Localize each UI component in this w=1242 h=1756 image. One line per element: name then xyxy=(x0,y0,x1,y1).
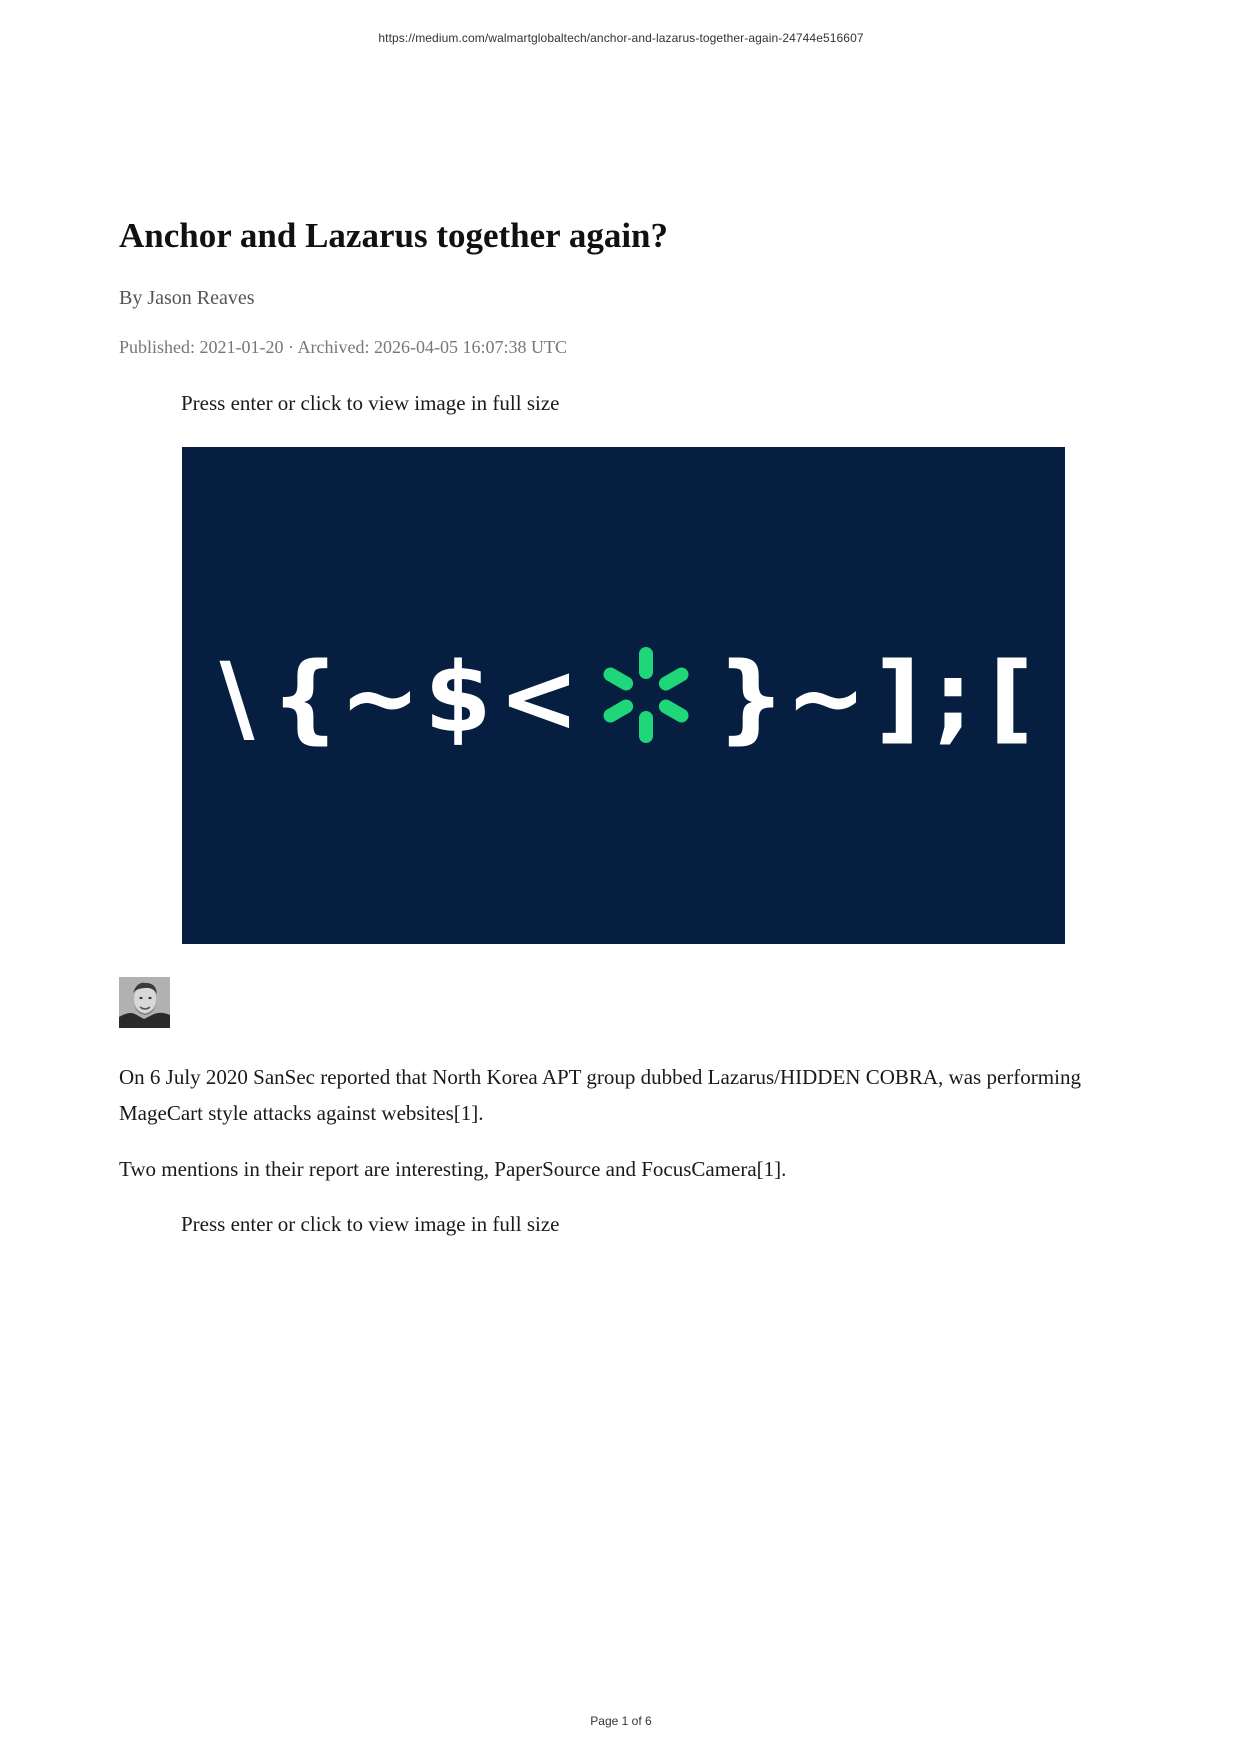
banner-glyph: $ xyxy=(424,642,492,754)
page-number-footer: Page 1 of 6 xyxy=(590,1714,652,1728)
article-title: Anchor and Lazarus together again? xyxy=(119,216,669,255)
banner-glyph: ; xyxy=(933,642,973,754)
banner-glyph: [ xyxy=(989,642,1033,754)
author-avatar-icon[interactable] xyxy=(119,977,170,1028)
banner-glyph: } xyxy=(716,642,786,754)
banner-glyph: ] xyxy=(876,642,920,754)
image-caption-hint[interactable]: Press enter or click to view image in full size xyxy=(181,1212,560,1236)
page-url-header: https://medium.com/walmartglobaltech/anchor-and-lazarus-together-again-24744e516607 xyxy=(378,31,864,45)
banner-glyph: < xyxy=(498,642,580,754)
banner-glyph: { xyxy=(270,642,340,754)
article-paragraph: On 6 July 2020 SanSec reported that North Korea APT group dubbed Lazarus/HIDDEN COBRA, was performing MageCart style attacks against websites[1]. xyxy=(119,1065,1081,1125)
hero-image[interactable] xyxy=(182,447,1065,944)
article-paragraph: Two mentions in their report are interesting, PaperSource and FocusCamera[1]. xyxy=(119,1157,787,1181)
article-publish-meta: Published: 2021-01-20 · Archived: 2026-04-05 16:07:38 UTC xyxy=(119,337,567,357)
banner-glyph: \ xyxy=(219,642,255,754)
image-caption-hint[interactable]: Press enter or click to view image in full size xyxy=(181,391,560,415)
article-byline[interactable]: By Jason Reaves xyxy=(119,287,255,309)
walmart-code-banner-graphic xyxy=(182,447,1065,944)
banner-glyph: ~ xyxy=(785,642,867,754)
banner-glyph: ~ xyxy=(339,642,421,754)
